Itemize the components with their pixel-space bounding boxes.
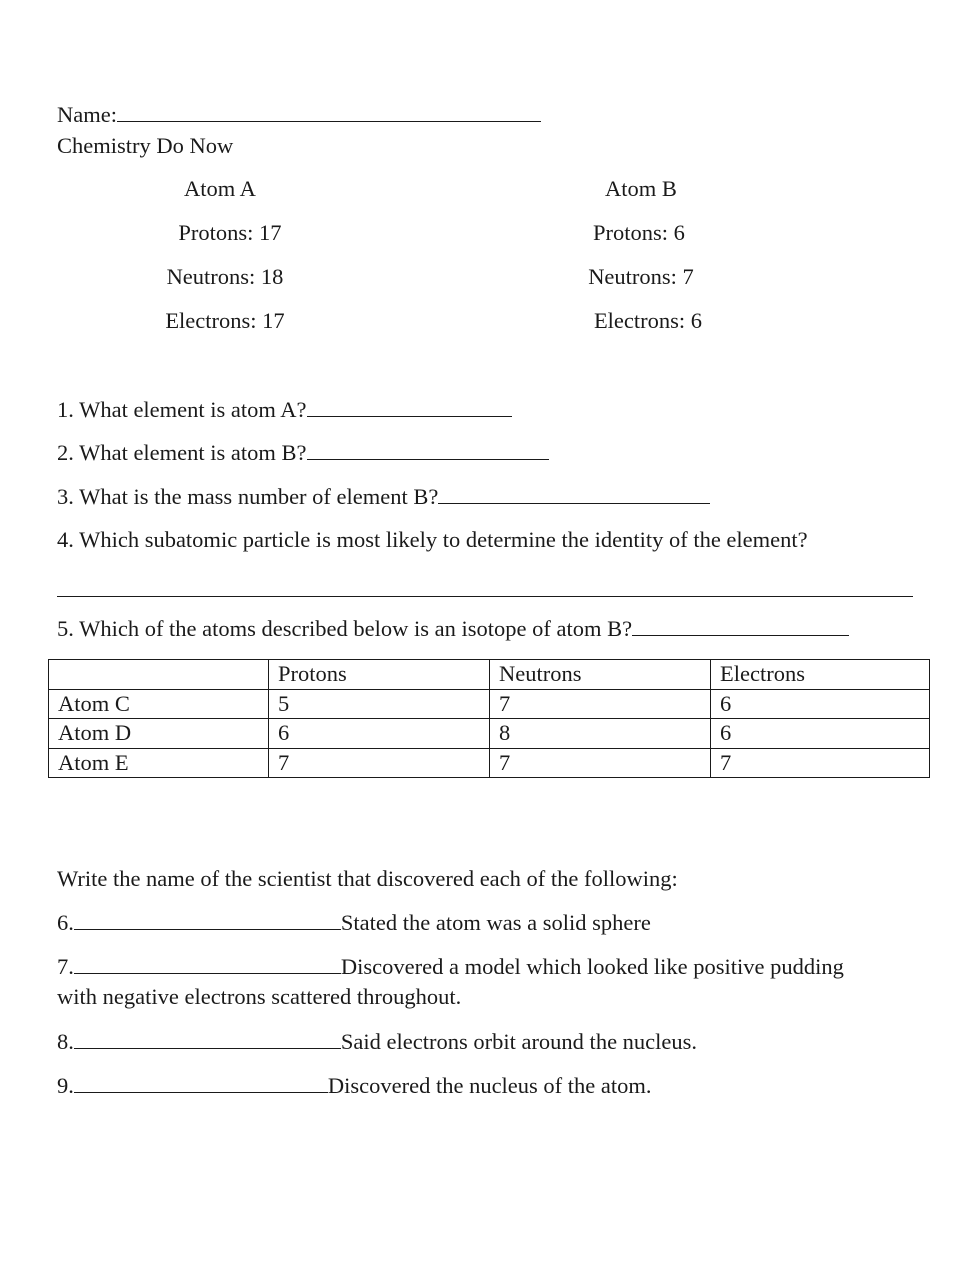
answer-blank[interactable]	[74, 1072, 328, 1093]
atom-b-protons: Protons: 6	[593, 220, 685, 245]
cell: 7	[711, 748, 930, 778]
answer-blank[interactable]	[74, 909, 341, 930]
scientist-item-6	[57, 909, 651, 936]
item-number: 9.	[57, 1073, 74, 1098]
answer-blank[interactable]	[74, 953, 341, 974]
answer-blank[interactable]	[632, 615, 849, 636]
atom-a-protons: Protons: 17	[178, 220, 282, 245]
table-header-row	[49, 660, 930, 690]
answer-blank[interactable]	[307, 439, 549, 460]
question-text: 3. What is the mass number of element B?	[57, 484, 439, 509]
atom-a-electrons: Electrons: 17	[165, 308, 285, 333]
item-text: Stated the atom was a solid sphere	[340, 910, 651, 935]
cell: 7	[490, 689, 711, 719]
cell: 8	[490, 719, 711, 749]
table-row	[49, 689, 930, 719]
atom-b-title: Atom B	[605, 176, 677, 201]
header-cell: Protons	[269, 660, 490, 690]
answer-blank[interactable]	[74, 1028, 341, 1049]
scientist-item-7	[57, 953, 844, 980]
scientist-item-7-continued: with negative electrons scattered throughout.	[57, 984, 462, 1009]
item-text: Discovered the nucleus of the atom.	[327, 1073, 652, 1098]
atom-a-title: Atom A	[184, 176, 256, 201]
answer-blank[interactable]	[438, 483, 710, 504]
atom-a-neutrons: Neutrons: 18	[166, 264, 284, 289]
question-3	[57, 483, 710, 510]
cell: 6	[711, 689, 930, 719]
isotope-table	[48, 659, 930, 778]
answer-blank[interactable]	[307, 396, 512, 417]
cell: 7	[490, 748, 711, 778]
item-number: 8.	[57, 1029, 74, 1054]
atom-b-electrons: Electrons: 6	[593, 308, 703, 333]
cell: 5	[269, 689, 490, 719]
item-number: 7.	[57, 954, 74, 979]
header-cell: Neutrons	[490, 660, 711, 690]
name-blank[interactable]	[117, 101, 541, 122]
cell: Atom D	[49, 719, 269, 749]
scientist-prompt: Write the name of the scientist that discovered each of the following:	[57, 866, 678, 891]
name-line	[57, 101, 541, 128]
question-text: 5. Which of the atoms described below is an isotope of atom B?	[57, 616, 633, 641]
question-text: 1. What element is atom A?	[57, 397, 307, 422]
question-text: 2. What element is atom B?	[57, 440, 307, 465]
scientist-item-9	[57, 1072, 652, 1099]
question-5	[57, 615, 849, 642]
cell: Atom C	[49, 689, 269, 719]
item-number: 6.	[57, 910, 74, 935]
cell: 7	[269, 748, 490, 778]
table-row	[49, 748, 930, 778]
name-label: Name:	[57, 102, 117, 127]
header-cell	[49, 660, 269, 690]
item-text: Discovered a model which looked like positive pudding	[340, 954, 844, 979]
question-2	[57, 439, 549, 466]
cell: 6	[711, 719, 930, 749]
page-title: Chemistry Do Now	[57, 133, 234, 158]
table-row	[49, 719, 930, 749]
cell: Atom E	[49, 748, 269, 778]
question-4: 4. Which subatomic particle is most likely to determine the identity of the element?	[57, 527, 808, 552]
item-text: Said electrons orbit around the nucleus.	[340, 1029, 698, 1054]
question-4-answer-blank[interactable]	[57, 576, 913, 597]
atom-b-neutrons: Neutrons: 7	[588, 264, 694, 289]
question-1	[57, 396, 512, 423]
header-cell: Electrons	[711, 660, 930, 690]
scientist-item-8	[57, 1028, 697, 1055]
cell: 6	[269, 719, 490, 749]
